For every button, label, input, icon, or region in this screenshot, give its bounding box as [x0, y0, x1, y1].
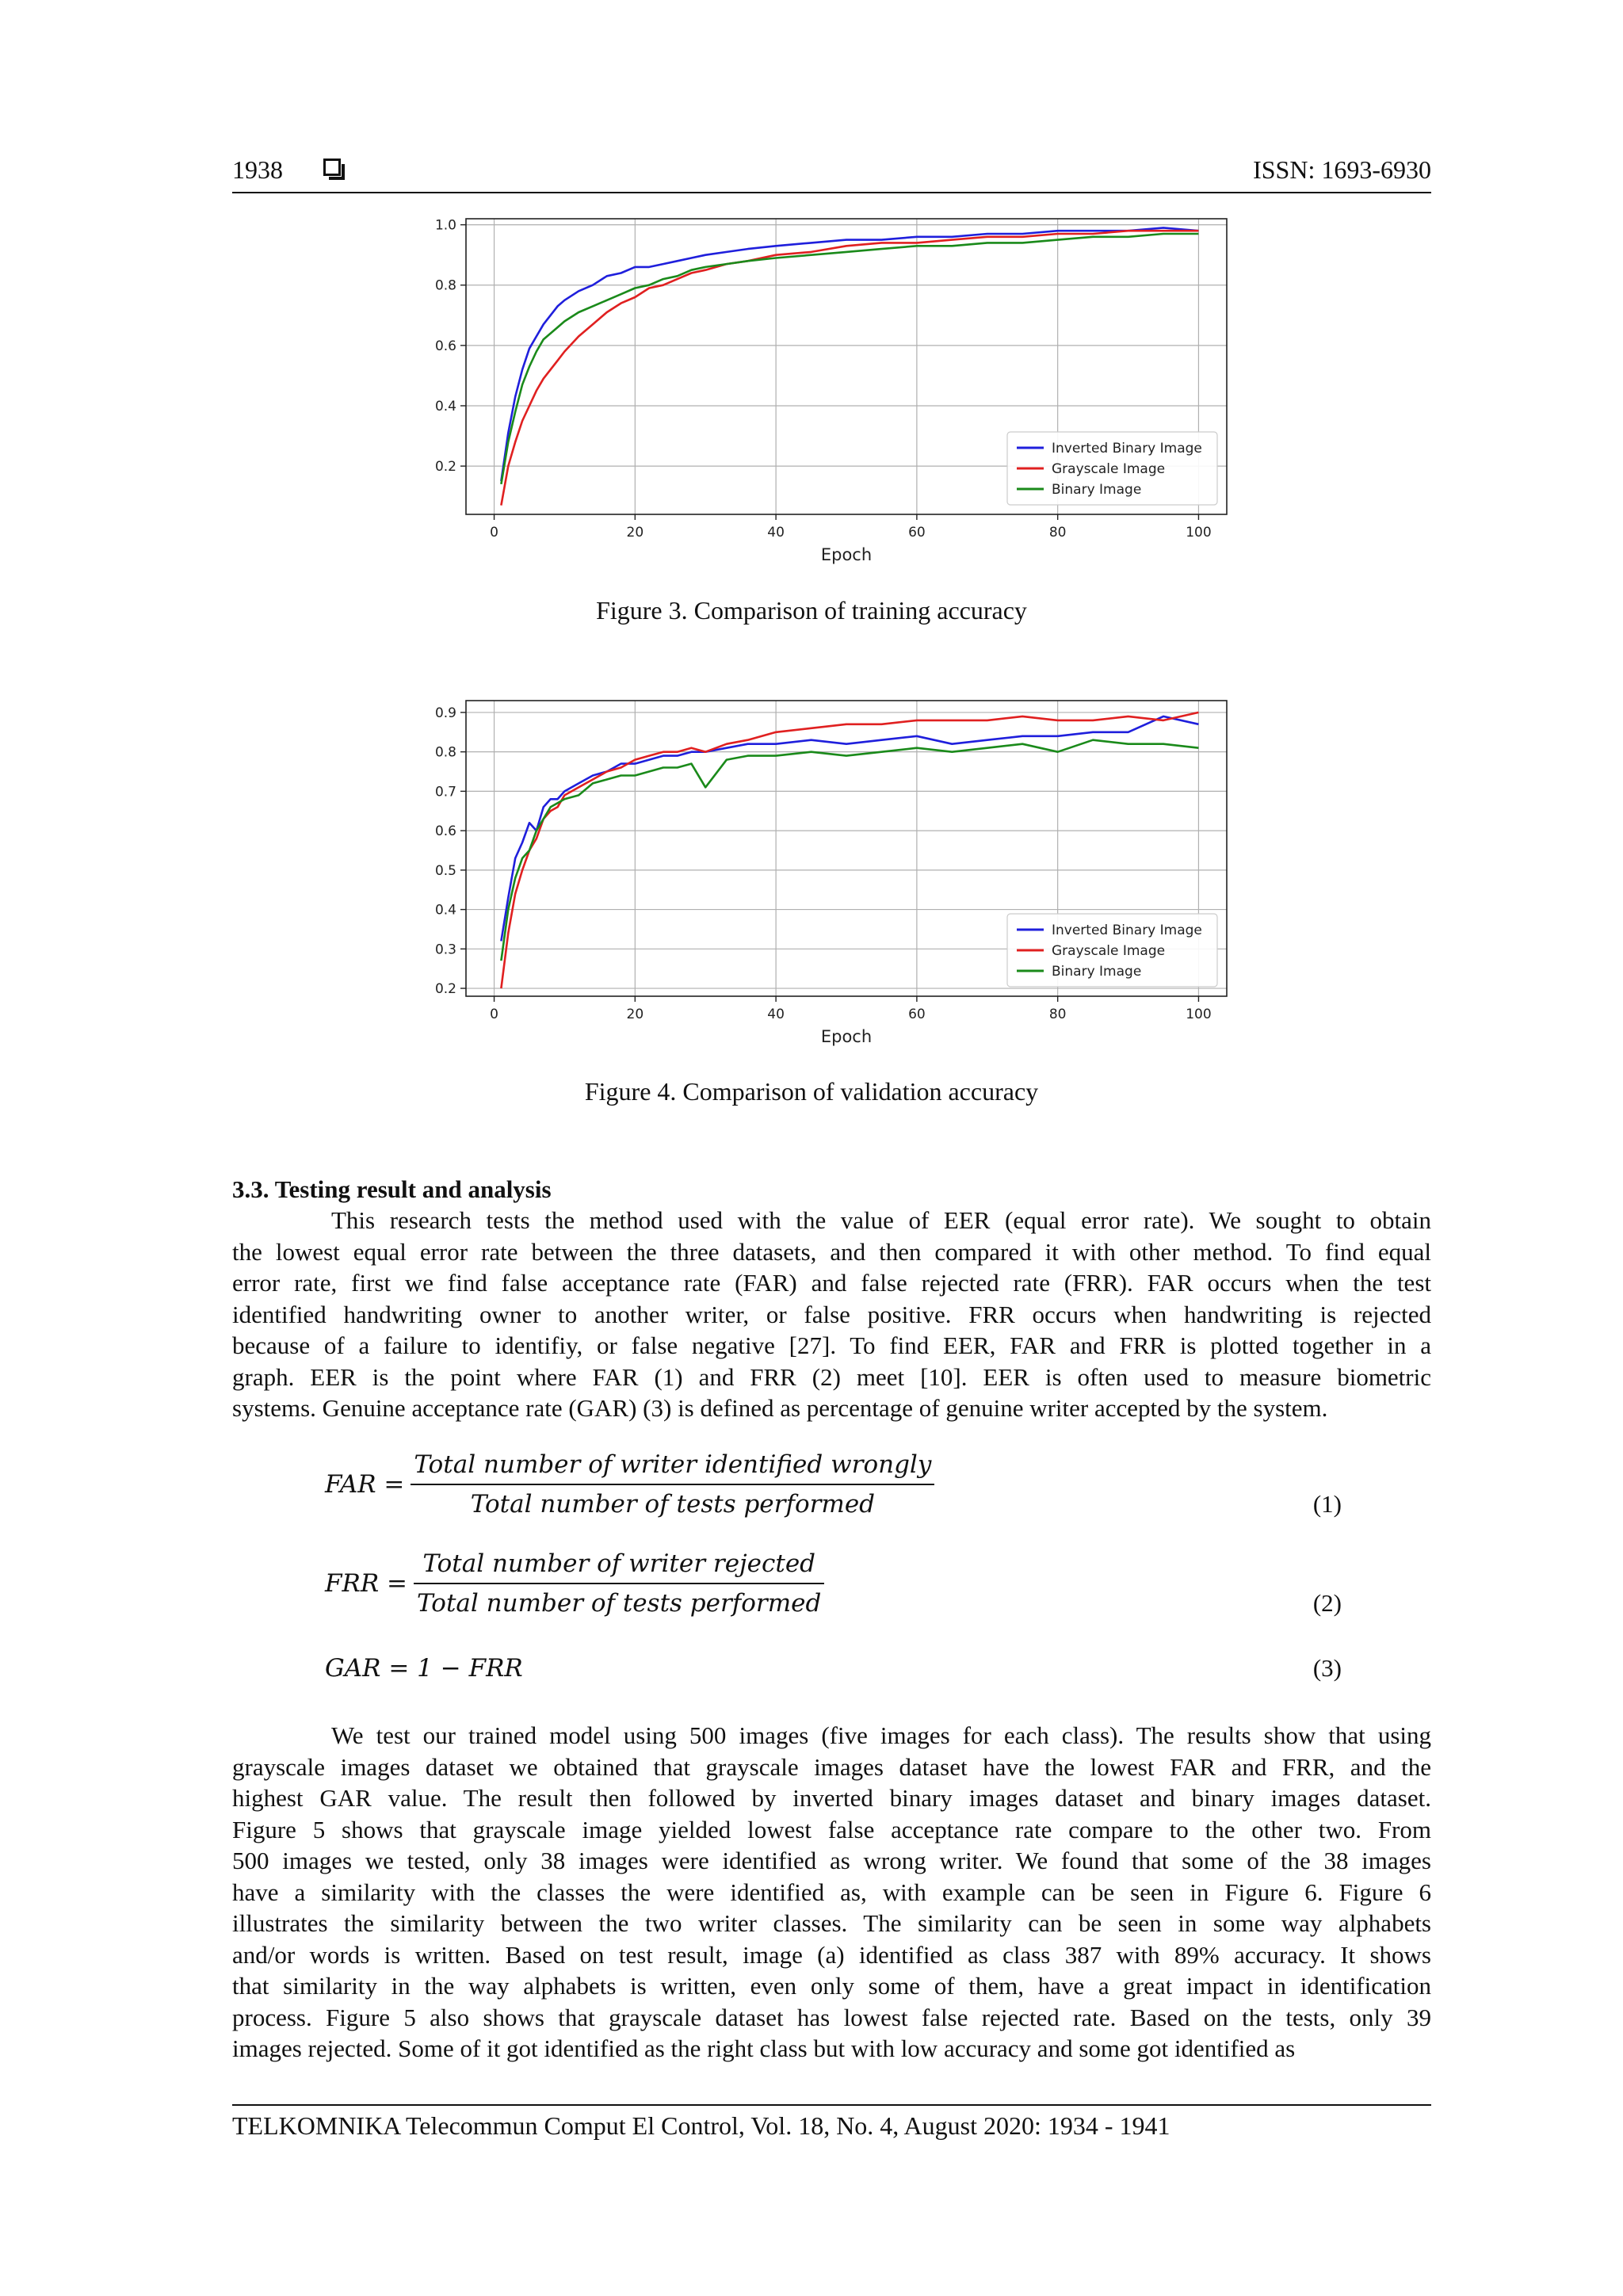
legend-label: Inverted Binary Image: [1052, 923, 1202, 938]
para2-line: that similarity in the way alphabets is written, even only some of them, have a great impact in identification: [232, 1972, 1431, 2000]
y-tick-label: 0.8: [434, 277, 456, 294]
header-rule: [232, 192, 1431, 193]
series-line: [501, 716, 1198, 942]
x-tick-label: 60: [908, 1007, 926, 1022]
eq2-lhs: FRR =: [325, 1569, 408, 1598]
para2-line: 500 images we tested, only 38 images were identified as wrong writer. We found that some of the 38 images: [232, 1847, 1431, 1874]
para2-line: process. Figure 5 also shows that grayscale dataset has lowest false rejected rate. Based on the tests, only 39: [232, 2003, 1431, 2031]
eq2-denominator: Total number of tests performed: [417, 1589, 822, 1618]
x-tick-label: 20: [626, 525, 644, 541]
x-tick-label: 0: [490, 525, 498, 541]
x-tick-label: 80: [1048, 525, 1067, 541]
para1-line: identified handwriting owner to another writer, or false positive. FRR occurs when handwriting is rejected: [232, 1300, 1431, 1328]
y-tick-label: 0.3: [434, 942, 456, 958]
eq1-lhs: FAR =: [325, 1470, 405, 1499]
x-tick-label: 100: [1186, 1007, 1212, 1022]
para1-line: error rate, first we find false acceptance rate (FAR) and false rejected rate (FRR). FAR occurs when the test: [232, 1269, 1431, 1297]
figure-4-svg: [412, 690, 1236, 1062]
y-tick-label: 0.6: [434, 338, 456, 354]
y-tick-label: 1.0: [434, 217, 456, 234]
para2-line: Figure 5 shows that grayscale image yielded lowest false acceptance rate compare to the other two. From: [232, 1815, 1431, 1843]
x-tick-label: 40: [767, 1007, 785, 1022]
y-tick-label: 0.9: [434, 705, 456, 721]
figure-3-chart: [412, 208, 1236, 580]
x-tick-label: 20: [626, 1007, 644, 1022]
figure-4-caption: Figure 4. Comparison of validation accuracy: [584, 1077, 1039, 1106]
para2-line: images rejected. Some of it got identified as the right class but with low accuracy and some got identified as: [232, 2034, 1296, 2062]
paragraph-2: [232, 1720, 1431, 2065]
checkbox-square-icon: [323, 159, 341, 176]
figure-3-svg: [412, 208, 1236, 580]
y-tick-label: 0.4: [434, 902, 456, 919]
page-number: 1938: [232, 155, 283, 184]
eq3-expression: GAR = 1 − FRR: [325, 1654, 523, 1683]
eq2-label: (2): [1312, 1589, 1342, 1617]
para2-line: illustrates the similarity between the two writer classes. The similarity can be seen in some way alphabets: [232, 1909, 1431, 1937]
x-axis-label: Epoch: [820, 1027, 873, 1046]
legend-label: Binary Image: [1052, 482, 1142, 498]
x-axis-label: Epoch: [820, 545, 873, 564]
legend-label: Inverted Binary Image: [1052, 441, 1202, 457]
para2-line: We test our trained model using 500 images (five images for each class). The results show that using: [331, 1721, 1431, 1749]
y-tick-label: 0.2: [434, 459, 456, 476]
legend-label: Binary Image: [1052, 964, 1142, 980]
para2-line: have a similarity with the classes the were identified as, with example can be seen in Figure 6. Figure 6: [232, 1878, 1431, 1906]
y-tick-label: 0.4: [434, 398, 456, 415]
eq1-label: (1): [1312, 1490, 1342, 1518]
y-tick-label: 0.5: [434, 862, 456, 879]
x-tick-label: 60: [908, 525, 926, 541]
x-tick-label: 80: [1048, 1007, 1067, 1022]
y-tick-label: 0.7: [434, 784, 456, 800]
footer-rule: [232, 2104, 1431, 2106]
para2-line: and/or words is written. Based on test result, image (a) identified as class 387 with 89% accuracy. It shows: [232, 1940, 1431, 1969]
figure-4-chart: [412, 690, 1236, 1062]
x-tick-label: 0: [490, 1007, 498, 1022]
y-tick-label: 0.2: [434, 981, 456, 998]
eq1-numerator: Total number of writer identified wrongly: [411, 1450, 934, 1485]
figure-3-caption: Figure 3. Comparison of training accuracy: [596, 596, 1027, 625]
para2-line: highest GAR value. The result then followed by inverted binary images dataset and binary images dataset.: [232, 1784, 1431, 1812]
x-tick-label: 40: [767, 525, 785, 541]
para1-line: This research tests the method used with the value of EER (equal error rate). We sought to obtain: [331, 1206, 1431, 1234]
y-tick-label: 0.6: [434, 823, 456, 840]
y-tick-label: 0.8: [434, 744, 456, 761]
para1-line: systems. Genuine acceptance rate (GAR) (3) is defined as percentage of genuine writer accepted by the system.: [232, 1394, 1328, 1422]
x-tick-label: 100: [1186, 525, 1212, 541]
legend-label: Grayscale Image: [1052, 461, 1166, 477]
eq2-numerator: Total number of writer rejected: [414, 1549, 824, 1584]
legend-label: Grayscale Image: [1052, 943, 1166, 959]
paragraph-1: [232, 1205, 1431, 1424]
para1-line: because of a failure to identifiy, or false negative [27]. To find EER, FAR and FRR is plotted together in a: [232, 1331, 1431, 1359]
eq3-label: (3): [1312, 1654, 1342, 1682]
eq2-fraction: [414, 1549, 824, 1618]
footer-citation: TELKOMNIKA Telecommun Comput El Control, Vol. 18, No. 4, August 2020: 1934 - 1941: [232, 2111, 1170, 2140]
section-heading: 3.3. Testing result and analysis: [232, 1175, 552, 1203]
para1-line: graph. EER is the point where FAR (1) and FRR (2) meet [10]. EER is often used to measure biometric: [232, 1362, 1431, 1391]
eq1-fraction: [411, 1450, 934, 1519]
para1-line: the lowest equal error rate between the three datasets, and then compared it with other method. To find equal: [232, 1237, 1431, 1266]
issn: ISSN: 1693-6930: [1253, 155, 1431, 184]
eq1-denominator: Total number of tests performed: [470, 1490, 876, 1519]
para2-line: grayscale images dataset we obtained that grayscale images dataset have the lowest FAR and FRR, and the: [232, 1752, 1431, 1781]
